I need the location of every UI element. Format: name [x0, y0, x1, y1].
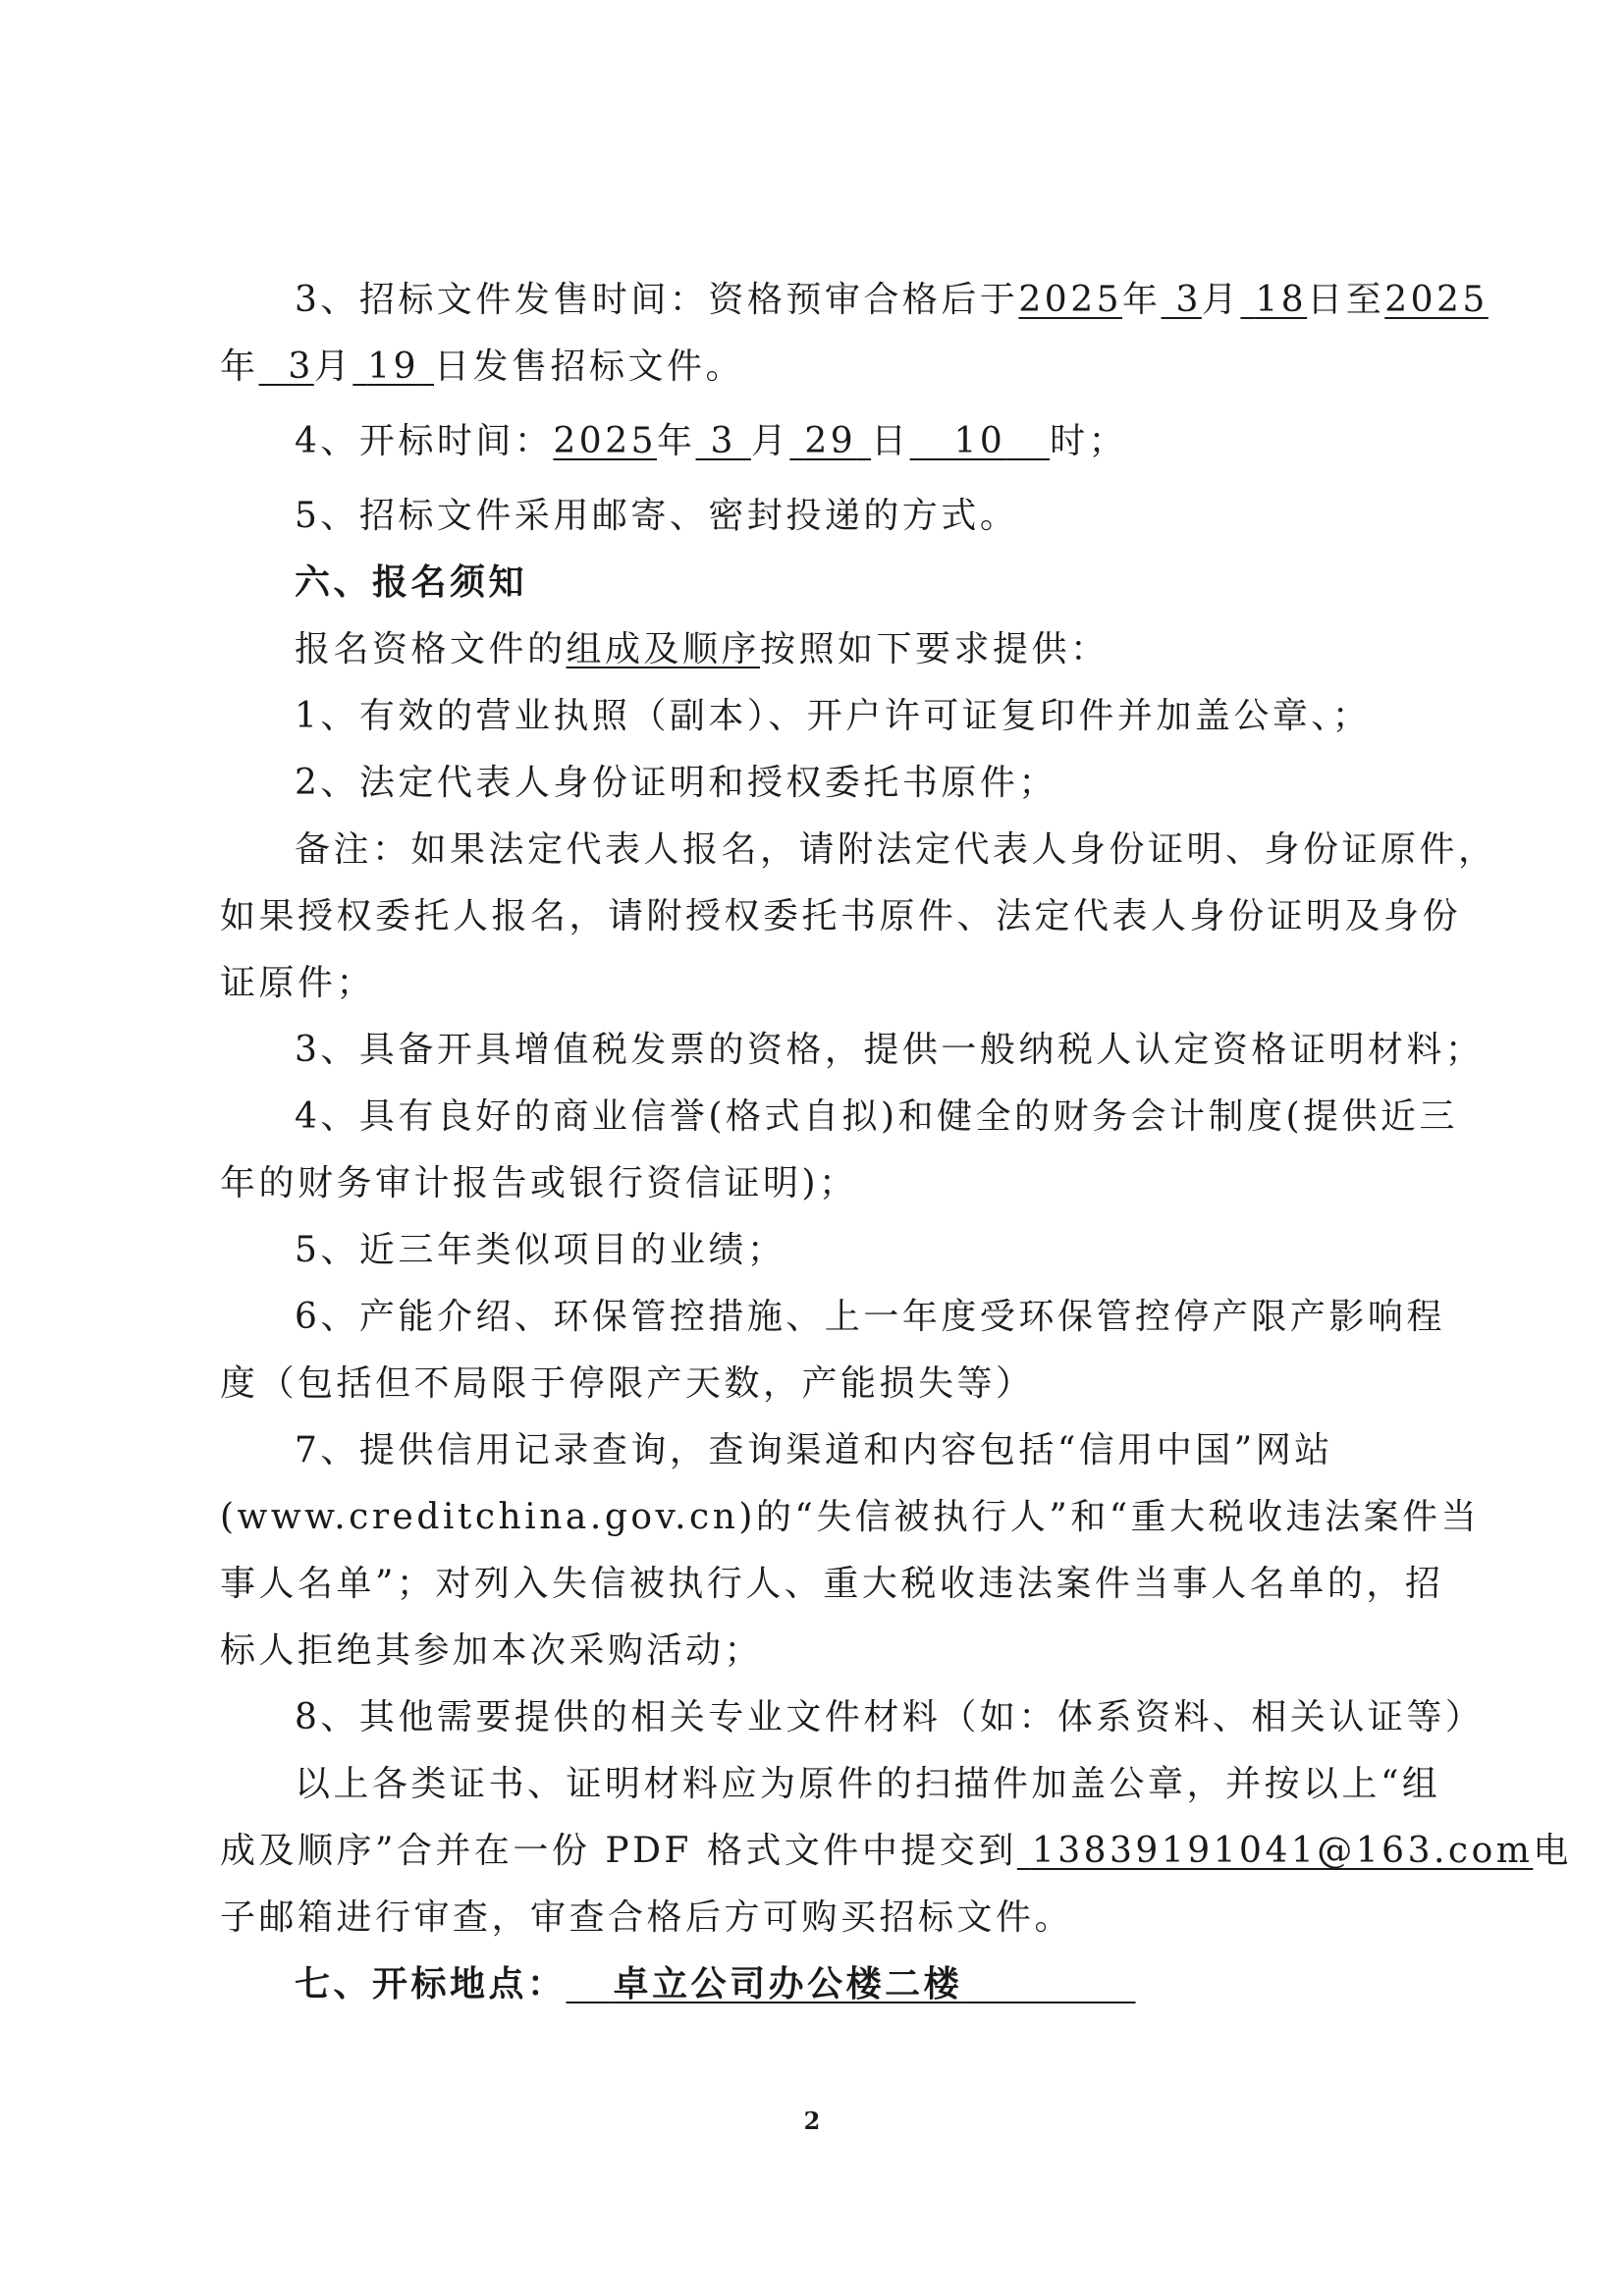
submission-line1: 以上各类证书、证明材料应为原件的扫描件加盖公章，并按以上“组: [295, 1764, 1441, 1804]
composition-order: 组成及顺序: [566, 629, 761, 669]
page-number: 2: [803, 2107, 821, 2135]
sale-end-month: 3: [288, 347, 314, 387]
item-3-vat: 3、具备开具增值税发票的资格，提供一般纳税人认定资格证明材料；: [295, 1030, 1485, 1070]
submission-email[interactable]: 13839191041@163.com: [1031, 1831, 1534, 1871]
sale-end-year: 2025: [1384, 280, 1489, 320]
item-7-credit-line1: 7、提供信用记录查询，查询渠道和内容包括“信用中国”网站: [295, 1430, 1333, 1470]
document-body: [220, 267, 1572, 2018]
item-7-credit-line3: 事人名单”；对列入失信被执行人、重大税收违法案件当事人名单的，招: [220, 1564, 1444, 1604]
para-opening-time: 4、开标时间：2025年 3 月 29 日 10 时；: [295, 421, 1128, 461]
opening-location: 卓立公司办公楼二楼: [613, 1964, 963, 2004]
item-7-credit-line2: (www.creditchina.gov.cn)的“失信被执行人”和“重大税收违法案件当: [220, 1497, 1481, 1537]
item-6-capacity-line2: 度（包括但不局限于停限产天数，产能损失等）: [220, 1363, 1035, 1404]
item-2-legal-rep: 2、法定代表人身份证明和授权委托书原件；: [295, 763, 1057, 803]
item-8-other: 8、其他需要提供的相关专业文件材料（如：体系资料、相关认证等）: [295, 1697, 1485, 1737]
opening-year: 2025: [553, 421, 658, 461]
note-line3: 证原件；: [220, 963, 376, 1003]
sale-start-day: 18: [1255, 280, 1308, 320]
note-line1: 备注：如果法定代表人报名，请附法定代表人身份证明、身份证原件，: [295, 829, 1497, 870]
item-7-credit-line4: 标人拒绝其参加本次采购活动；: [220, 1630, 764, 1671]
item-4-reputation-line2: 年的财务审计报告或银行资信证明)；: [220, 1163, 858, 1203]
item-1-business-license: 1、有效的营业执照（副本）、开户许可证复印件并加盖公章、；: [295, 696, 1372, 736]
para-sale-time-line2: 年 3月 19 日发售招标文件。: [220, 347, 745, 387]
section-heading-registration: 六、报名须知: [295, 562, 528, 603]
opening-month: 3: [710, 421, 736, 461]
submission-line3: 子邮箱进行审查，审查合格后方可购买招标文件。: [220, 1897, 1074, 1938]
para-sale-time-line1: 3、招标文件发售时间：资格预审合格后于2025年 3月 18日至2025: [295, 280, 1489, 320]
sale-end-day: 19: [367, 347, 420, 387]
item-4-reputation-line1: 4、具有良好的商业信誉(格式自拟)和健全的财务会计制度(提供近三: [295, 1096, 1459, 1137]
item-6-capacity-line1: 6、产能介绍、环保管控措施、上一年度受环保管控停产限产影响程: [295, 1297, 1445, 1337]
sale-start-year: 2025: [1018, 280, 1123, 320]
section-heading-opening-location: 七、开标地点： 卓立公司办公楼二楼: [220, 1951, 1418, 2018]
submission-line2: 成及顺序”合并在一份 PDF 格式文件中提交到 13839191041@163.com电: [220, 1831, 1572, 1871]
item-5-performance: 5、近三年类似项目的业绩；: [295, 1230, 786, 1270]
note-line2: 如果授权委托人报名，请附授权委托书原件、法定代表人身份证明及身份: [220, 896, 1462, 936]
para-registration-intro: 报名资格文件的组成及顺序按照如下要求提供：: [295, 629, 1110, 669]
opening-hour: 10: [953, 421, 1006, 461]
opening-day: 29: [804, 421, 857, 461]
sale-start-month: 3: [1175, 280, 1202, 320]
para-delivery-method: 5、招标文件采用邮寄、密封投递的方式。: [295, 496, 1019, 536]
